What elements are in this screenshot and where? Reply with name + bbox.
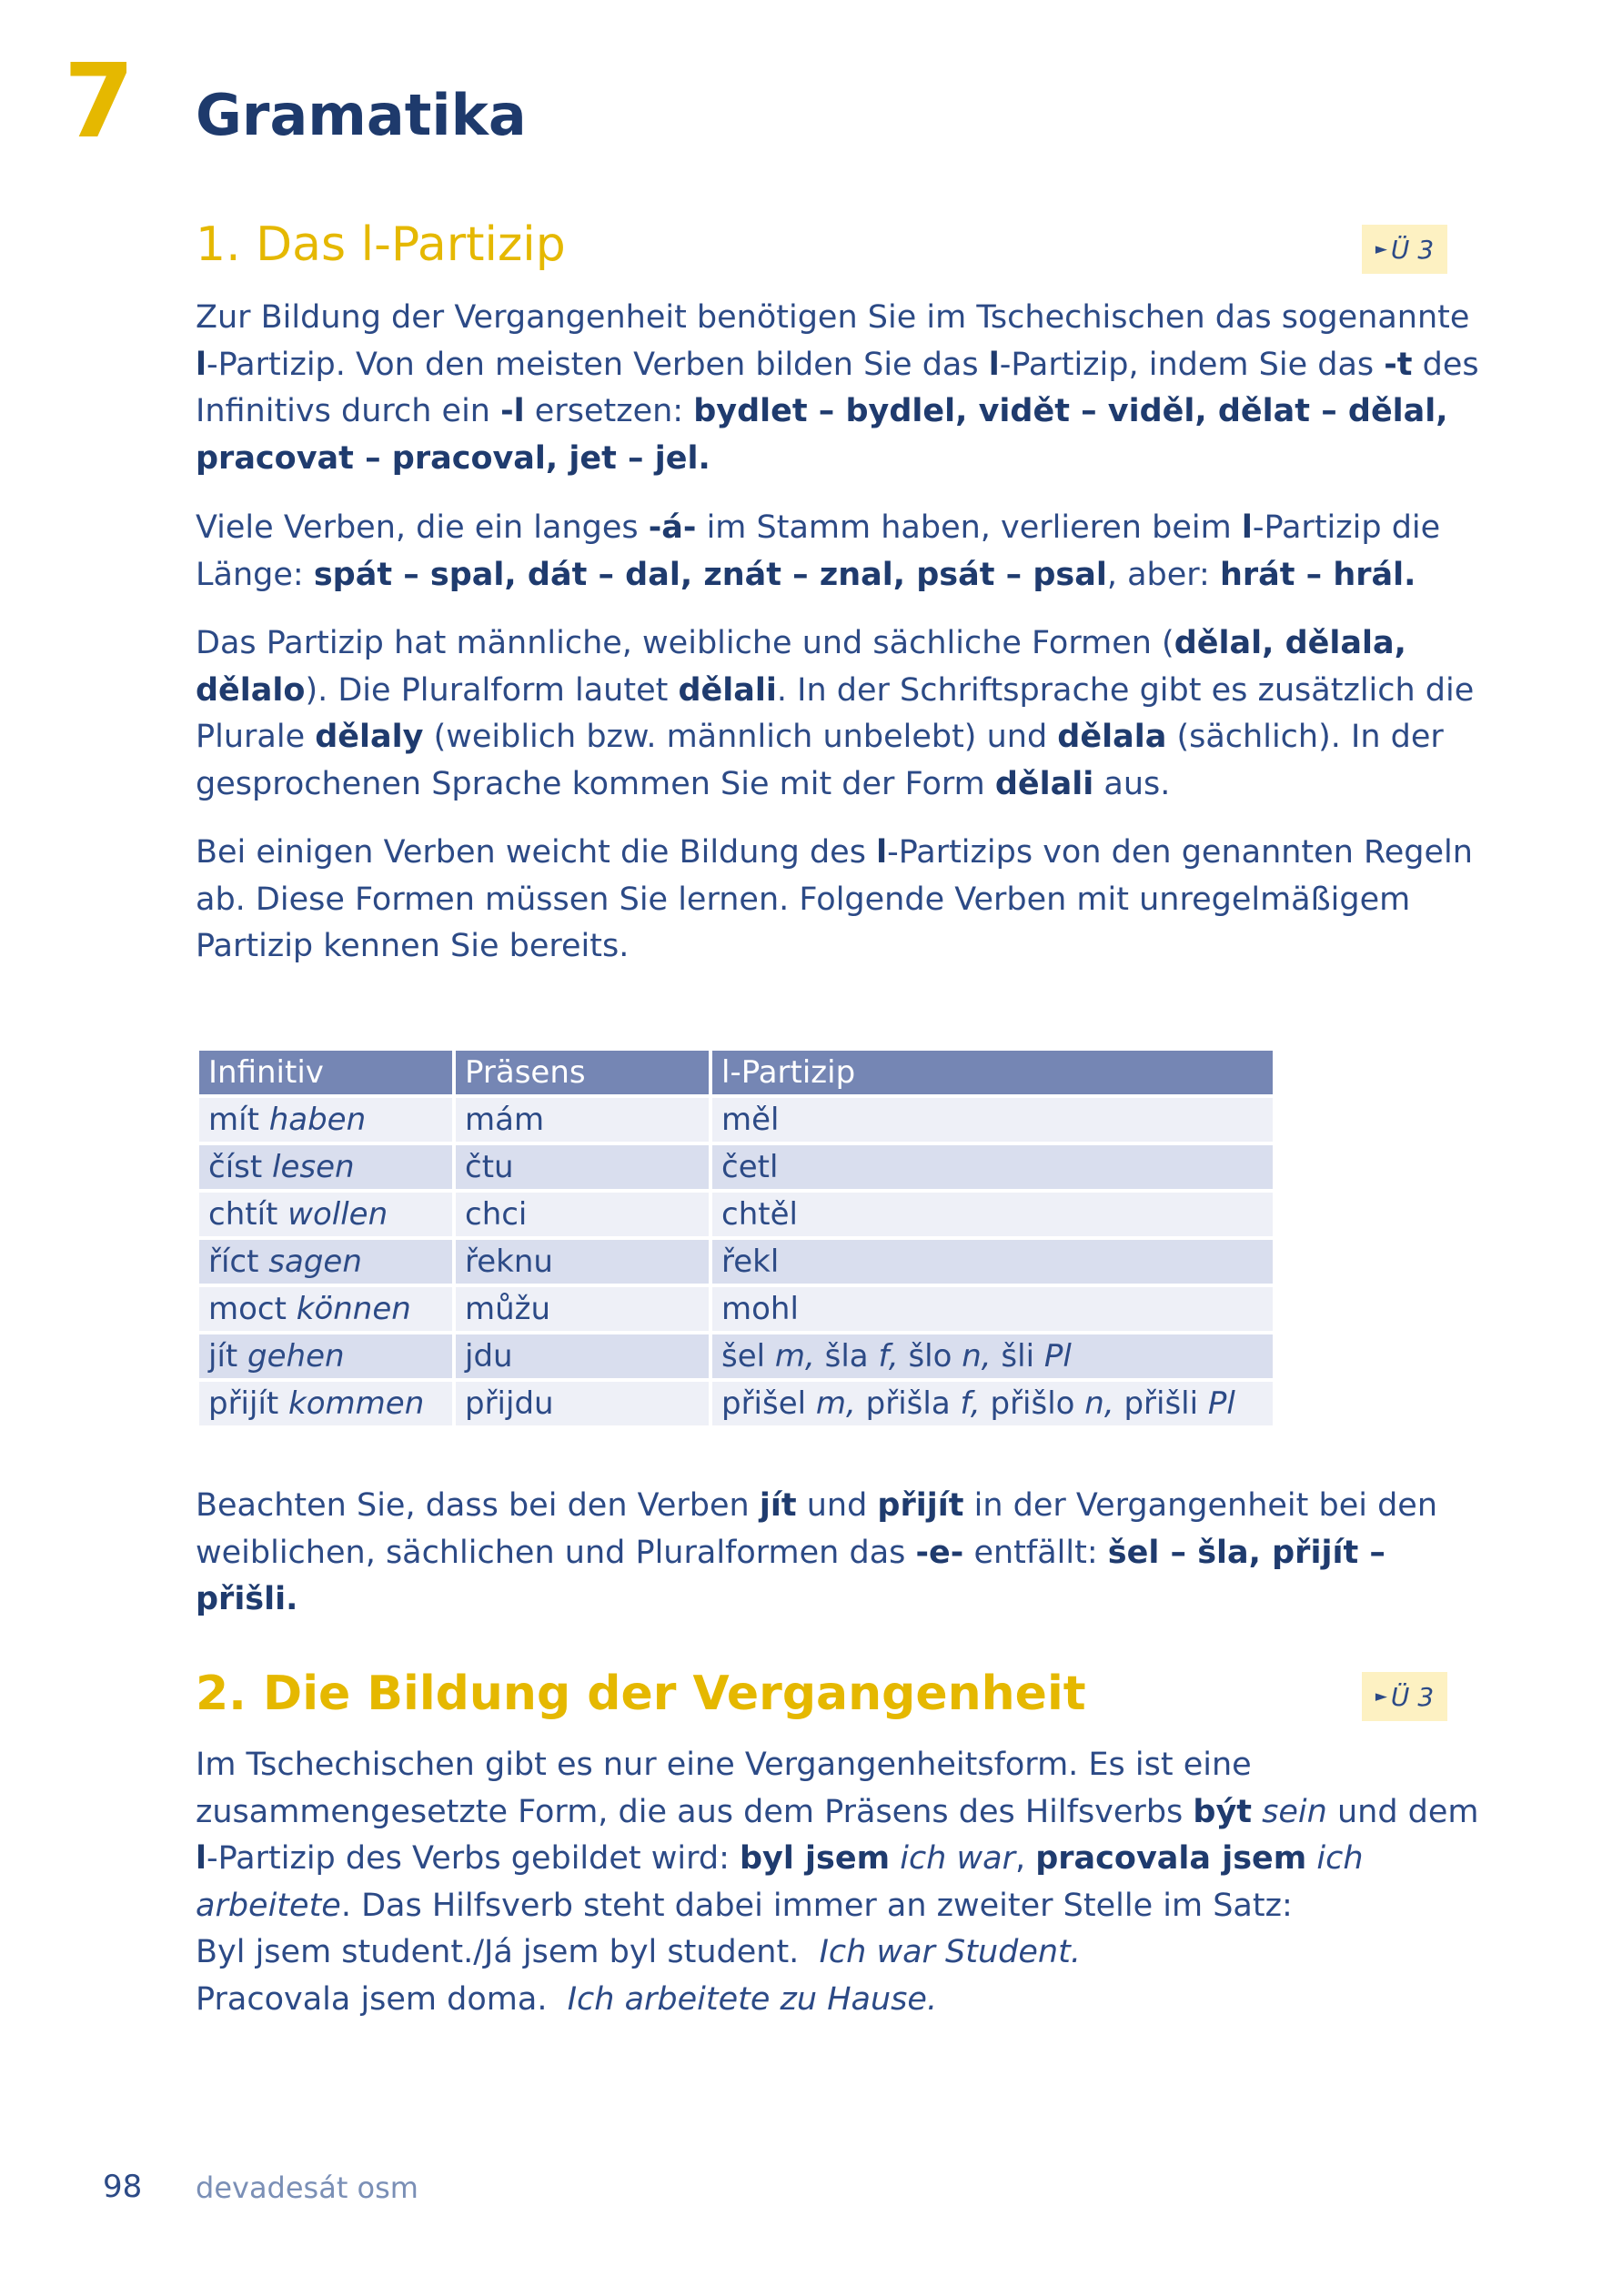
participle-cell: četl bbox=[712, 1145, 1273, 1189]
infinitive-cell: přijít kommen bbox=[199, 1382, 452, 1425]
irregular-participle-table bbox=[196, 1047, 1276, 1429]
exercise-ref-label: Ü 3 bbox=[1390, 234, 1435, 265]
table-row bbox=[199, 1145, 1273, 1189]
table-row bbox=[199, 1193, 1273, 1236]
table-row bbox=[199, 1098, 1273, 1142]
table-row bbox=[199, 1240, 1273, 1284]
present-cell: můžu bbox=[456, 1287, 709, 1331]
example-1: Byl jsem student./Já jsem byl student. Ich war Student. bbox=[196, 1934, 1081, 1970]
participle-cell: přišel m, přišla f, přišlo n, přišli Pl bbox=[712, 1382, 1273, 1425]
chapter-title: Gramatika bbox=[196, 82, 527, 148]
table-row bbox=[199, 1287, 1273, 1331]
page-number-words: devadesát osm bbox=[196, 2170, 418, 2205]
present-cell: přijdu bbox=[456, 1382, 709, 1425]
present-cell: mám bbox=[456, 1098, 709, 1142]
column-header: l-Partizip bbox=[712, 1051, 1273, 1094]
paragraph-2: Viele Verben, die ein langes -á- im Stamm haben, verlieren beim l-Partizip die Länge: spát – spal, dát – dal, znát – znal, psát – psal, aber: hrát – hrál. bbox=[196, 509, 1441, 593]
column-header: Präsens bbox=[456, 1051, 709, 1094]
table-header-row bbox=[199, 1051, 1273, 1094]
present-cell: chci bbox=[456, 1193, 709, 1236]
paragraph-3: Das Partizip hat männliche, weibliche und sächliche Formen (dělal, dělala, dělalo). Die Pluralform lautet dělali. In der Schriftsprache gibt es zusätzlich die Plurale dělaly (weiblich bzw. männlich unbelebt) und dělala (sächlich). In der gesprochenen Sprache kommen Sie mit der Form dělali aus. bbox=[196, 625, 1475, 802]
paragraph-4: Bei einigen Verben weicht die Bildung des l-Partizips von den genannten Regeln ab. Diese Formen müssen Sie lernen. Folgende Verben mit unregelmäßigem Partizip kennen Sie bereits. bbox=[196, 834, 1473, 964]
participle-cell: šel m, šla f, šlo n, šli Pl bbox=[712, 1334, 1273, 1378]
participle-cell: řekl bbox=[712, 1240, 1273, 1284]
chapter-number: 7 bbox=[64, 43, 135, 161]
section-1-title: 1. Das l-Partizip bbox=[196, 217, 566, 272]
participle-cell: chtěl bbox=[712, 1193, 1273, 1236]
present-cell: řeknu bbox=[456, 1240, 709, 1284]
infinitive-cell: říct sagen bbox=[199, 1240, 452, 1284]
paragraph-6: Im Tschechischen gibt es nur eine Vergangenheitsform. Es ist eine zusammengesetzte Form, die aus dem Präsens des Hilfsverbs být sein und dem l-Partizip des Verbs gebildet wird: byl jsem ich war, pracovala jsem ich arbeitete. Das Hilfsverb steht dabei immer an zweiter Stelle im Satz: Byl jsem student./Já jsem byl student. Ich war Student. Pracovala jsem doma. Ich arbeitete zu Hause. bbox=[196, 1742, 1487, 2023]
exercise-ref-1[interactable] bbox=[1362, 225, 1447, 274]
exercise-ref-2[interactable] bbox=[1362, 1672, 1447, 1721]
page-number: 98 bbox=[103, 2169, 143, 2205]
present-cell: jdu bbox=[456, 1334, 709, 1378]
paragraph-5: Beachten Sie, dass bei den Verben jít und přijít in der Vergangenheit bei den weiblichen, sächlichen und Pluralformen das -e- entfällt: šel – šla, přijít – přišli. bbox=[196, 1487, 1438, 1617]
triangle-right-icon: ► bbox=[1375, 240, 1387, 258]
infinitive-cell: chtít wollen bbox=[199, 1193, 452, 1236]
triangle-right-icon: ► bbox=[1375, 1687, 1387, 1706]
participle-cell: měl bbox=[712, 1098, 1273, 1142]
infinitive-cell: jít gehen bbox=[199, 1334, 452, 1378]
infinitive-cell: moct können bbox=[199, 1287, 452, 1331]
table-row bbox=[199, 1382, 1273, 1425]
infinitive-cell: číst lesen bbox=[199, 1145, 452, 1189]
exercise-ref-label: Ü 3 bbox=[1390, 1681, 1435, 1712]
table-row bbox=[199, 1334, 1273, 1378]
example-2: Pracovala jsem doma. Ich arbeitete zu Hause. bbox=[196, 1980, 938, 2018]
infinitive-cell: mít haben bbox=[199, 1098, 452, 1142]
participle-cell: mohl bbox=[712, 1287, 1273, 1331]
section-2-title: 2. Die Bildung der Vergangenheit bbox=[196, 1667, 1086, 1721]
column-header: Infinitiv bbox=[199, 1051, 452, 1094]
paragraph-1: Zur Bildung der Vergangenheit benötigen Sie im Tschechischen das sogenannte l-Partizip. Von den meisten Verben bilden Sie das l-Partizip, indem Sie das -t des Infinitivs durch ein -l ersetzen: bydlet – bydlel, vidět – viděl, dělat – dělal, pracovat – pracoval, jet – jel. bbox=[196, 299, 1479, 477]
present-cell: čtu bbox=[456, 1145, 709, 1189]
